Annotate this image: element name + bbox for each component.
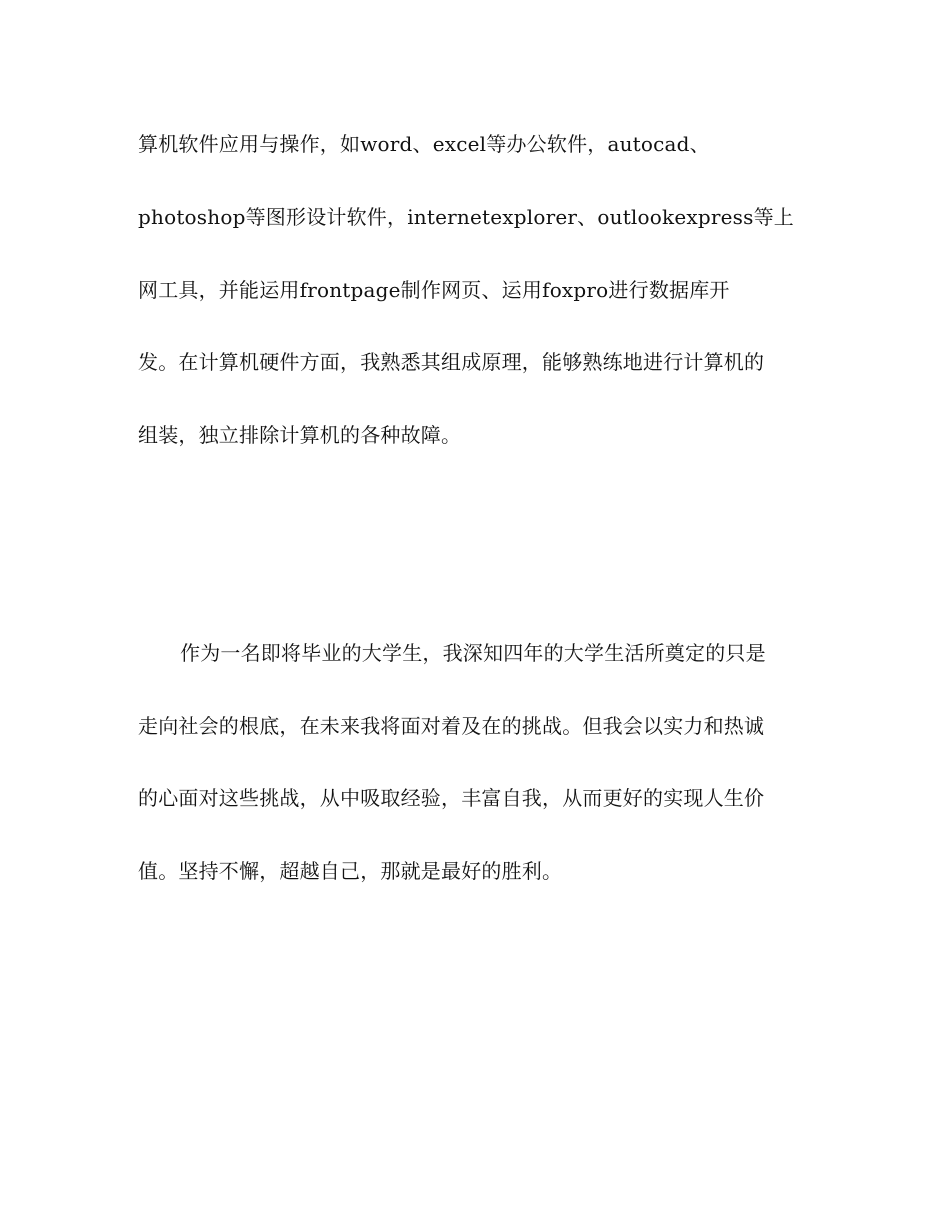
text-line: 作为一名即将毕业的大学生，我深知四年的大学生活所奠定的只是 xyxy=(180,641,766,665)
text-line: 值。坚持不懈，超越自己，那就是最好的胜利。 xyxy=(138,859,563,883)
text-line: photoshop等图形设计软件，internetexplorer、outlookexpress等上 xyxy=(138,205,794,229)
text-line: 网工具，并能运用frontpage制作网页、运用foxpro进行数据库开 xyxy=(138,278,730,302)
text-line: 算机软件应用与操作，如word、excel等办公软件，autocad、 xyxy=(138,132,710,156)
text-line: 发。在计算机硬件方面，我熟悉其组成原理，能够熟练地进行计算机的 xyxy=(138,350,765,374)
text-line: 走向社会的根底，在未来我将面对着及在的挑战。但我会以实力和热诚 xyxy=(138,714,765,738)
text-line: 的心面对这些挑战，从中吸取经验，丰富自我，从而更好的实现人生价 xyxy=(138,786,765,810)
text-line: 组装，独立排除计算机的各种故障。 xyxy=(138,423,462,447)
